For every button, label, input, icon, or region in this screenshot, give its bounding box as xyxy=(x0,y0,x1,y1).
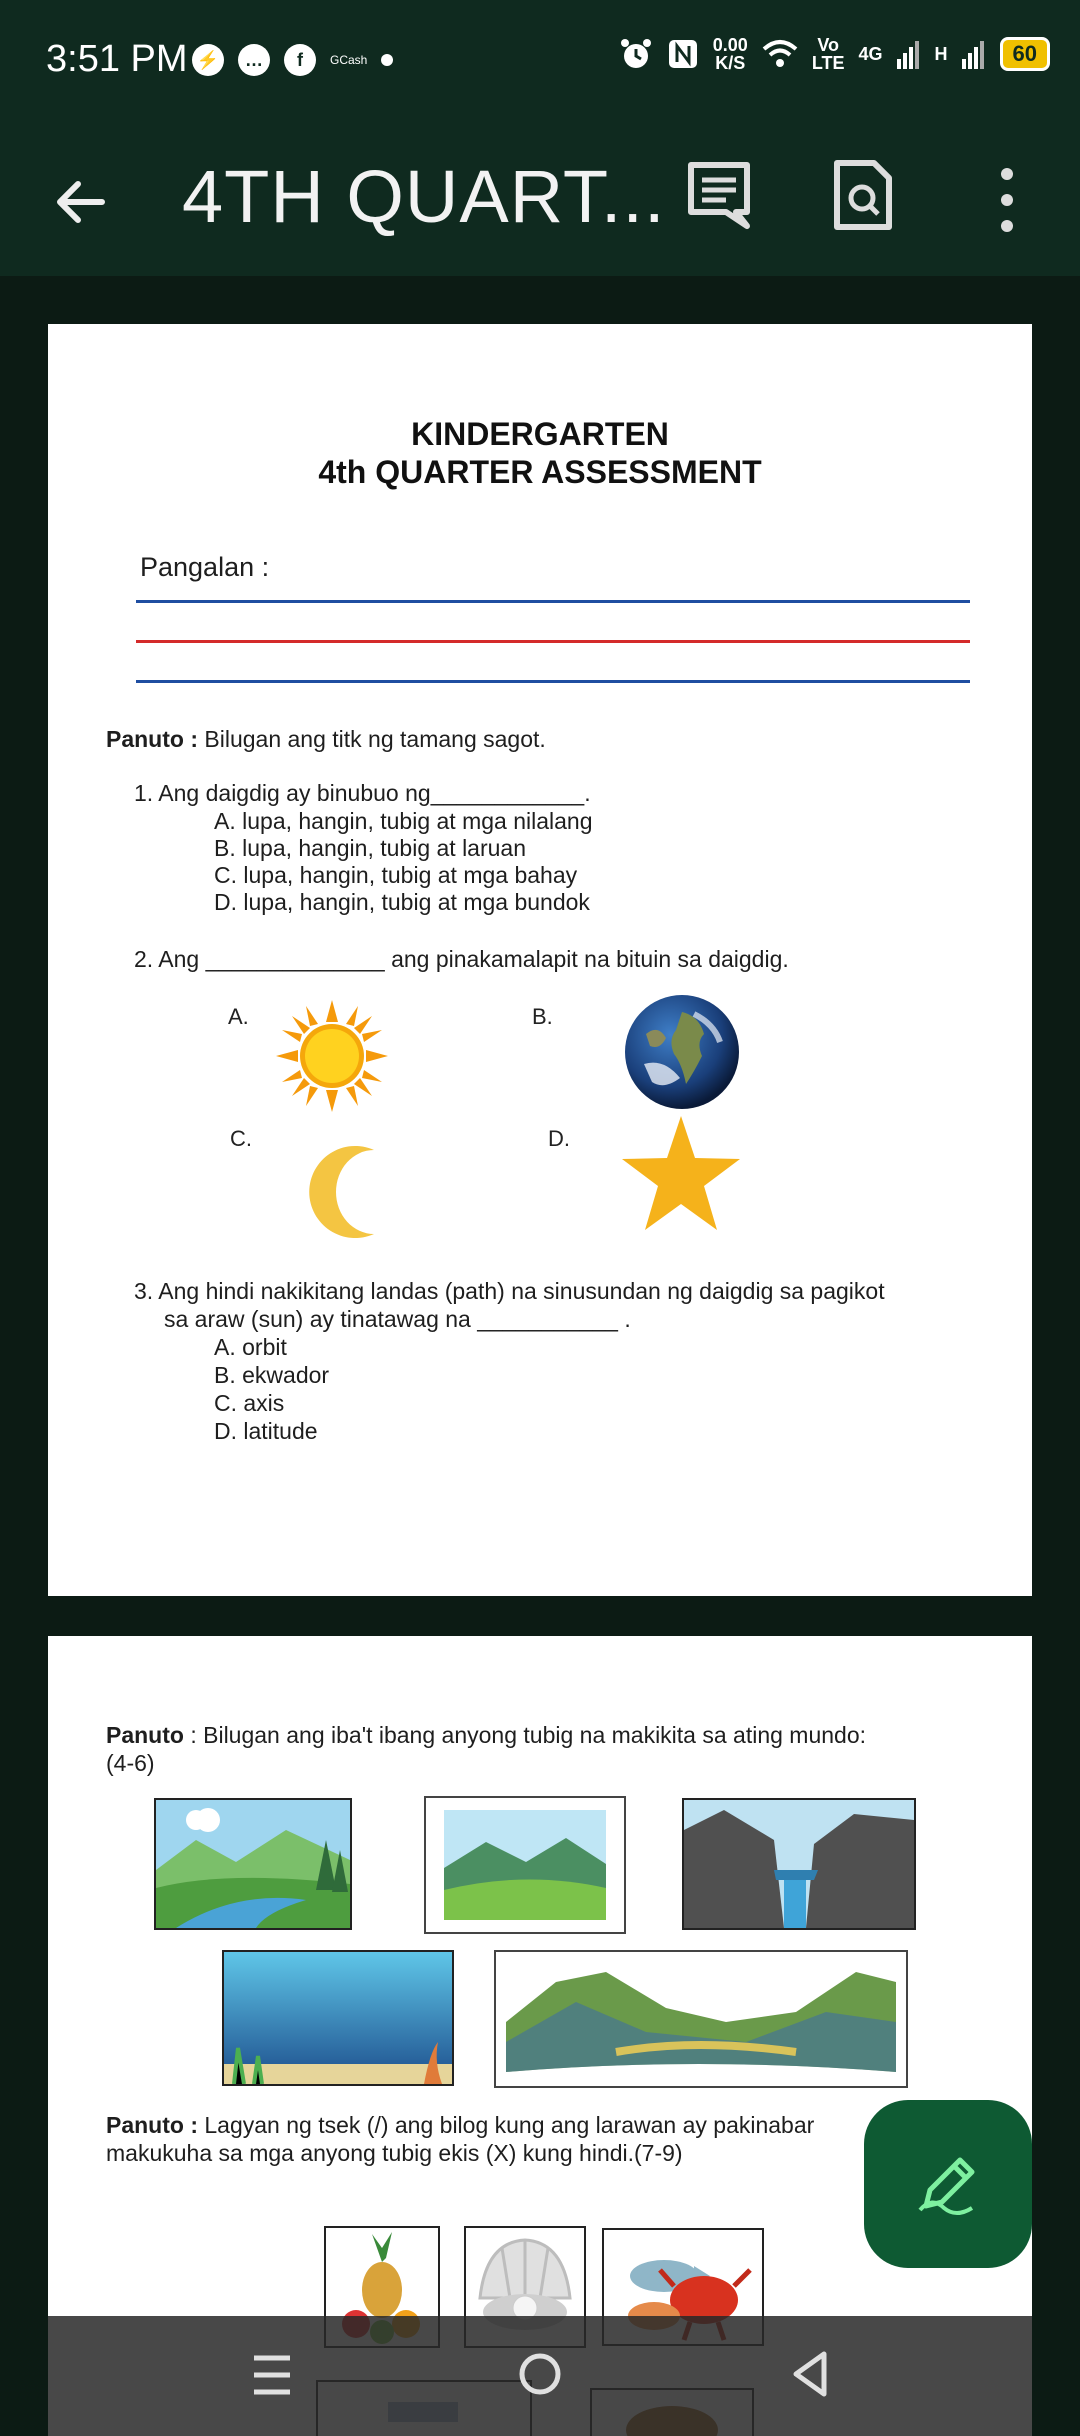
q2-label-a: A. xyxy=(228,1004,249,1029)
writing-line-top xyxy=(136,600,970,603)
home-icon[interactable] xyxy=(516,2350,564,2398)
facebook-icon: f xyxy=(284,44,316,76)
volte-indicator: Vo LTE xyxy=(811,35,845,73)
ocean-picture xyxy=(222,1950,454,2086)
instruction-3-line2: makukuha sa mga anyong tubig ekis (X) kung hindi.(7-9) xyxy=(106,2140,683,2166)
instruction-2-line2: (4-6) xyxy=(106,1750,155,1776)
wifi-icon xyxy=(762,38,798,70)
net-speed: 0.00 K/S xyxy=(712,35,748,73)
q2-label-d: D. xyxy=(548,1126,570,1151)
edit-pencil-icon xyxy=(912,2148,984,2220)
nfc-icon xyxy=(667,38,699,70)
back-arrow-icon[interactable] xyxy=(50,172,110,232)
plains-picture xyxy=(424,1796,626,1934)
document-title: 4TH QUART... xyxy=(182,155,666,238)
question-1: 1. Ang daigdig ay binubuo ng____________. xyxy=(134,780,591,806)
gcash-icon: GCash xyxy=(330,53,368,67)
q3-option-c: C. axis xyxy=(214,1390,285,1416)
comment-icon[interactable] xyxy=(686,160,752,230)
battery-indicator: 60 xyxy=(1000,37,1050,71)
network-h-indicator: H xyxy=(934,44,948,64)
writing-line-middle xyxy=(136,640,970,643)
name-label: Pangalan : xyxy=(140,552,270,582)
app-bar xyxy=(0,120,1080,276)
status-time: 3:51 PM xyxy=(46,38,188,80)
earth-icon xyxy=(624,994,740,1110)
system-icons xyxy=(619,36,1050,72)
system-navigation-bar xyxy=(48,2316,1032,2436)
chat-icon: … xyxy=(238,44,270,76)
instruction-3-line1: Panuto : Lagyan ng tsek (/) ang bilog kung ang larawan ay pakinabar xyxy=(106,2112,815,2138)
q2-label-b: B. xyxy=(532,1004,553,1029)
q1-option-b: B. lupa, hangin, tubig at laruan xyxy=(214,835,527,861)
sun-icon xyxy=(276,1000,388,1112)
network-4g-indicator: 4G xyxy=(858,44,883,64)
q3-option-b: B. ekwador xyxy=(214,1362,330,1388)
question-2: 2. Ang ______________ ang pinakamalapit na bituin sa daigdig. xyxy=(134,946,789,972)
edit-fab-button[interactable] xyxy=(864,2100,1032,2268)
status-bar xyxy=(0,0,1080,120)
find-in-document-icon[interactable] xyxy=(832,158,894,232)
document-page-1 xyxy=(48,324,1032,1596)
messenger-icon: ⚡ xyxy=(192,44,224,76)
instruction: Panuto : Bilugan ang titk ng tamang sagot. xyxy=(106,726,546,752)
q3-option-d: D. latitude xyxy=(214,1418,318,1444)
star-icon xyxy=(620,1116,742,1232)
back-nav-icon[interactable] xyxy=(790,2350,830,2398)
notification-icons xyxy=(192,44,393,76)
alarm-icon xyxy=(619,37,653,71)
question-3-line2: sa araw (sun) ay tinatawag na ___________ . xyxy=(164,1306,631,1332)
q3-option-a: A. orbit xyxy=(214,1334,287,1360)
river-picture xyxy=(154,1798,352,1930)
q1-option-d: D. lupa, hangin, tubig at mga bundok xyxy=(214,889,590,915)
q2-label-c: C. xyxy=(230,1126,252,1151)
page-title-line2: 4th QUARTER ASSESSMENT xyxy=(318,454,762,490)
more-notifications-dot xyxy=(381,54,393,66)
question-3-line1: 3. Ang hindi nakikitang landas (path) na sinusundan ng daigdig sa pagikot xyxy=(134,1278,885,1304)
more-options-icon[interactable] xyxy=(992,160,1022,240)
instruction-2-line1: Panuto : Bilugan ang iba't ibang anyong tubig na makikita sa ating mundo: xyxy=(106,1722,867,1748)
page-title-line1: KINDERGARTEN xyxy=(411,416,669,452)
mountain-picture xyxy=(494,1950,908,2088)
moon-icon xyxy=(296,1142,386,1242)
waterfall-picture xyxy=(682,1798,916,1930)
q1-option-a: A. lupa, hangin, tubig at mga nilalang xyxy=(214,808,593,834)
writing-line-bottom xyxy=(136,680,970,683)
signal-icon-2 xyxy=(962,39,986,69)
q1-option-c: C. lupa, hangin, tubig at mga bahay xyxy=(214,862,578,888)
signal-icon xyxy=(897,39,921,69)
recent-apps-icon[interactable] xyxy=(252,2352,292,2398)
